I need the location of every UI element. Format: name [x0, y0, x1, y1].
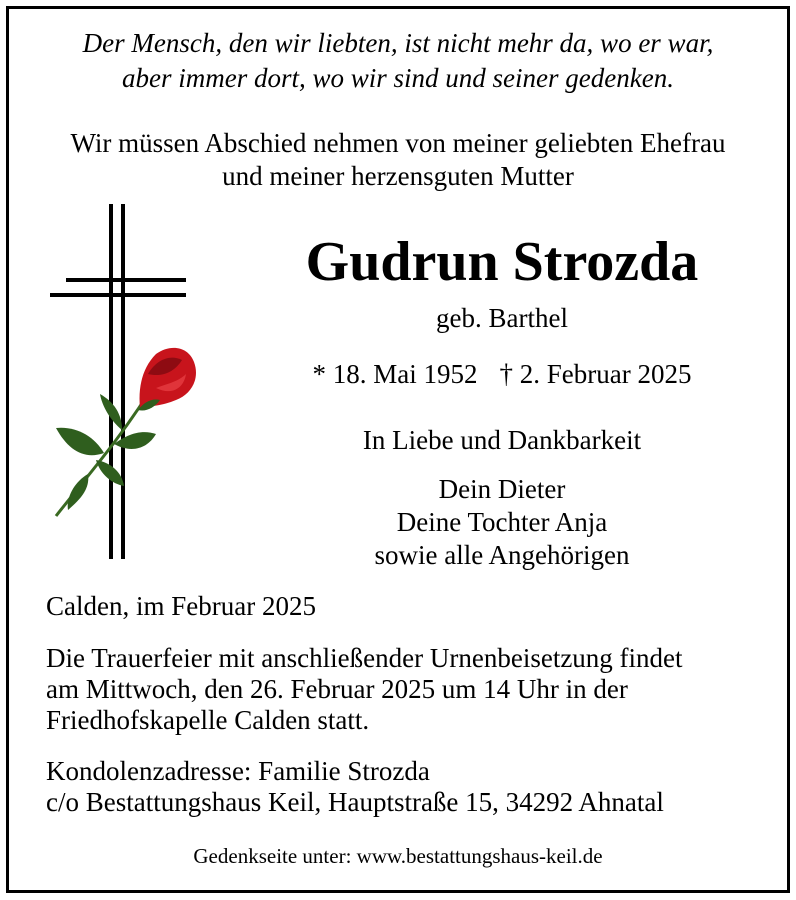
ceremony-line-1: Die Trauerfeier mit anschließender Urnenbeisetzung findet	[46, 643, 683, 673]
death-date: † 2. Februar 2025	[499, 359, 692, 389]
thanks-line: In Liebe und Dankbarkeit	[362, 425, 642, 455]
signature-line: Dein Dieter	[438, 474, 566, 504]
cross-with-rose	[44, 198, 204, 568]
birth-date: * 18. Mai 1952	[312, 359, 478, 389]
motto-line-1: Der Mensch, den wir liebten, ist nicht mehr da, wo er war,	[82, 28, 714, 58]
life-dates	[232, 358, 772, 391]
motto-line-2: aber immer dort, wo wir sind und seiner gedenken.	[122, 63, 674, 93]
condolence-address-line-1: Kondolenzadresse: Familie Strozda	[46, 756, 430, 786]
memorial-page-footer: Gedenkseite unter: www.bestattungshaus-keil.de	[193, 844, 603, 868]
red-rose-icon	[56, 348, 196, 516]
intro-line-1: Wir müssen Abschied nehmen von meiner geliebten Ehefrau	[70, 128, 726, 158]
ceremony-line-3: Friedhofskapelle Calden statt.	[46, 705, 370, 735]
signature-line: Deine Tochter Anja	[396, 507, 608, 537]
signature-line: sowie alle Angehörigen	[374, 540, 630, 570]
intro-line-2: und meiner herzensguten Mutter	[222, 161, 574, 191]
deceased-name: Gudrun Strozda	[305, 231, 699, 293]
place-and-date: Calden, im Februar 2025	[46, 591, 316, 621]
birth-name: geb. Barthel	[436, 303, 568, 333]
condolence-address-line-2: c/o Bestattungshaus Keil, Hauptstraße 15, 34292 Ahnatal	[46, 787, 664, 817]
ceremony-line-2: am Mittwoch, den 26. Februar 2025 um 14 Uhr in der	[46, 674, 628, 704]
